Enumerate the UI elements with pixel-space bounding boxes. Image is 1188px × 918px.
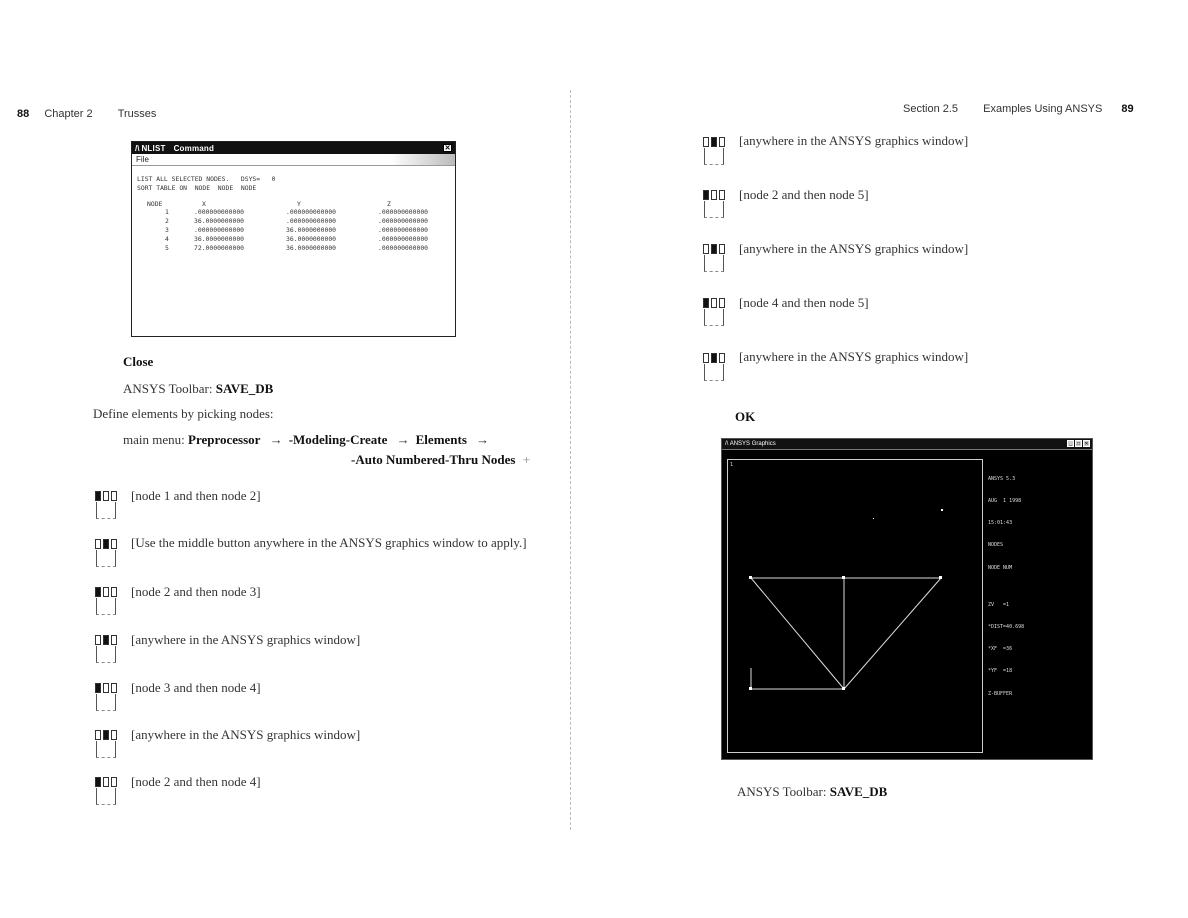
legend-line: ZV =1 xyxy=(988,601,1010,608)
node-marker xyxy=(873,518,874,519)
table-cell: .000000000000 xyxy=(378,208,429,216)
left-step-2: [Use the middle button anywhere in the ANSYS graphics window to apply.] xyxy=(131,535,527,550)
left-step-7: [node 2 and then node 4] xyxy=(131,774,261,789)
node-marker xyxy=(749,576,752,579)
mouse-left-button-icon xyxy=(95,491,117,521)
right-step-1: [anywhere in the ANSYS graphics window] xyxy=(739,133,969,148)
left-page-number: 88 xyxy=(17,108,30,120)
table-cell: 72.0000000000 xyxy=(194,244,245,252)
col-header-x: X xyxy=(202,200,206,208)
right-toolbar-instruction xyxy=(737,784,887,800)
nlist-titlebar xyxy=(132,142,455,154)
table-cell: .000000000000 xyxy=(286,208,337,216)
nlist-header-line1: LIST ALL SELECTED NODES. DSYS= 0 xyxy=(137,175,276,183)
node-marker xyxy=(842,687,845,690)
menu-path-auto-numbered: -Auto Numbered-Thru Nodes xyxy=(351,452,516,467)
table-cell: 2 xyxy=(165,217,169,225)
node-marker xyxy=(939,576,942,579)
menu-path-modeling-create: -Modeling-Create xyxy=(288,432,388,447)
close-icon[interactable]: ✕ xyxy=(444,145,451,152)
left-toolbar-instruction xyxy=(123,381,273,397)
table-cell: 5 xyxy=(165,244,169,252)
legend-line: 15:01:43 xyxy=(988,520,1013,527)
right-title: Examples Using ANSYS xyxy=(983,103,1103,115)
mouse-left-button-icon xyxy=(703,298,725,328)
ansys-logo-icon: /\ xyxy=(725,441,729,447)
left-page-header xyxy=(17,108,156,120)
mouse-middle-button-icon xyxy=(703,353,725,383)
node-marker xyxy=(842,576,845,579)
left-step-4: [anywhere in the ANSYS graphics window] xyxy=(131,632,361,647)
toolbar-prefix: ANSYS Toolbar: xyxy=(123,381,216,396)
table-cell: .000000000000 xyxy=(378,244,429,252)
mouse-middle-button-icon xyxy=(95,539,117,569)
table-cell: 36.0000000000 xyxy=(286,244,337,252)
right-step-3: [anywhere in the ANSYS graphics window] xyxy=(739,241,969,256)
close-instruction: Close xyxy=(123,354,154,369)
nlist-subtitle: Command xyxy=(173,143,215,153)
truss-element-line xyxy=(751,578,844,689)
mouse-left-button-icon xyxy=(95,587,117,617)
viewport-number: 1 xyxy=(730,462,734,468)
table-cell: .000000000000 xyxy=(378,217,429,225)
legend-line: *YF =18 xyxy=(988,668,1013,675)
table-cell: 36.0000000000 xyxy=(286,226,337,234)
graphics-titlebar xyxy=(722,439,1092,450)
page-gutter xyxy=(570,90,571,830)
toolbar-prefix: ANSYS Toolbar: xyxy=(737,784,830,799)
nlist-window xyxy=(131,141,456,337)
save-db-command: SAVE_DB xyxy=(829,784,888,799)
col-header-y: Y xyxy=(297,200,301,208)
mouse-left-button-icon xyxy=(703,190,725,220)
arrow-icon: → xyxy=(269,432,283,447)
nlist-menubar xyxy=(132,154,455,166)
define-elements-text: Define elements by picking nodes: xyxy=(93,406,274,421)
main-menu-path xyxy=(123,432,495,448)
right-page-header xyxy=(903,103,1134,115)
legend-line: *XF =36 xyxy=(988,646,1013,653)
legend-line: Z-BUFFER xyxy=(988,690,1013,697)
truss-element-line xyxy=(844,578,941,689)
table-cell: 36.0000000000 xyxy=(194,217,245,225)
chapter-label: Chapter 2 xyxy=(44,108,93,120)
graphics-title: ANSYS Graphics xyxy=(729,441,776,447)
node-marker xyxy=(941,509,943,511)
table-cell: .000000000000 xyxy=(378,235,429,243)
ok-instruction: OK xyxy=(735,409,756,424)
close-icon[interactable]: ✕ xyxy=(1084,441,1089,447)
mouse-left-button-icon xyxy=(95,683,117,713)
nlist-content xyxy=(132,166,455,337)
table-cell: .000000000000 xyxy=(378,226,429,234)
table-cell: 36.0000000000 xyxy=(194,235,245,243)
minimize-icon[interactable]: _ xyxy=(1067,440,1074,447)
section-label: Trusses xyxy=(117,108,157,120)
mouse-middle-button-icon xyxy=(95,635,117,665)
ansys-logo-icon: /\ xyxy=(135,143,140,153)
file-menu[interactable]: File xyxy=(136,155,149,164)
table-cell: 36.0000000000 xyxy=(286,235,337,243)
col-header-node: NODE xyxy=(147,200,163,208)
save-db-command: SAVE_DB xyxy=(215,381,274,396)
menu-path-line2 xyxy=(351,452,530,468)
graphics-legend xyxy=(988,461,1024,713)
col-header-z: Z xyxy=(387,200,391,208)
left-step-6: [anywhere in the ANSYS graphics window] xyxy=(131,727,361,742)
left-step-1: [node 1 and then node 2] xyxy=(131,488,261,503)
graphics-viewport[interactable] xyxy=(727,459,983,753)
left-step-5: [node 3 and then node 4] xyxy=(131,680,261,695)
table-cell: 3 xyxy=(165,226,169,234)
maximize-icon[interactable]: □ xyxy=(1076,441,1081,447)
legend-line: AUG 1 1998 xyxy=(988,498,1022,505)
table-cell: .000000000000 xyxy=(286,217,337,225)
table-cell: 1 xyxy=(165,208,169,216)
mouse-middle-button-icon xyxy=(95,730,117,760)
main-menu-prefix: main menu: xyxy=(123,432,188,447)
nlist-header-line2: SORT TABLE ON NODE NODE NODE xyxy=(137,184,257,192)
truss-drawing xyxy=(728,460,982,752)
right-section-label: Section 2.5 xyxy=(903,103,959,115)
mouse-middle-button-icon xyxy=(703,137,725,167)
menu-path-preprocessor: Preprocessor xyxy=(188,432,261,447)
legend-line: NODE NUM xyxy=(988,564,1013,571)
right-step-5: [anywhere in the ANSYS graphics window] xyxy=(739,349,969,364)
table-cell: .000000000000 xyxy=(194,208,245,216)
right-step-2: [node 2 and then node 5] xyxy=(739,187,869,202)
menu-path-elements: Elements xyxy=(415,432,467,447)
left-step-3: [node 2 and then node 3] xyxy=(131,584,261,599)
nlist-title: NLIST xyxy=(141,143,166,153)
table-cell: .000000000000 xyxy=(194,226,245,234)
menu-path-suffix: + xyxy=(522,452,531,467)
table-cell: 4 xyxy=(165,235,169,243)
mouse-middle-button-icon xyxy=(703,244,725,274)
mouse-left-button-icon xyxy=(95,777,117,807)
legend-line: *DIST=40.698 xyxy=(988,623,1025,630)
ansys-graphics-window xyxy=(721,438,1093,760)
node-marker xyxy=(749,687,752,690)
arrow-icon: → xyxy=(476,432,490,447)
legend-line: NODES xyxy=(988,542,1004,549)
right-step-4: [node 4 and then node 5] xyxy=(739,295,869,310)
legend-line: ANSYS 5.3 xyxy=(988,475,1016,482)
right-page-number: 89 xyxy=(1121,103,1134,115)
arrow-icon: → xyxy=(396,432,410,447)
